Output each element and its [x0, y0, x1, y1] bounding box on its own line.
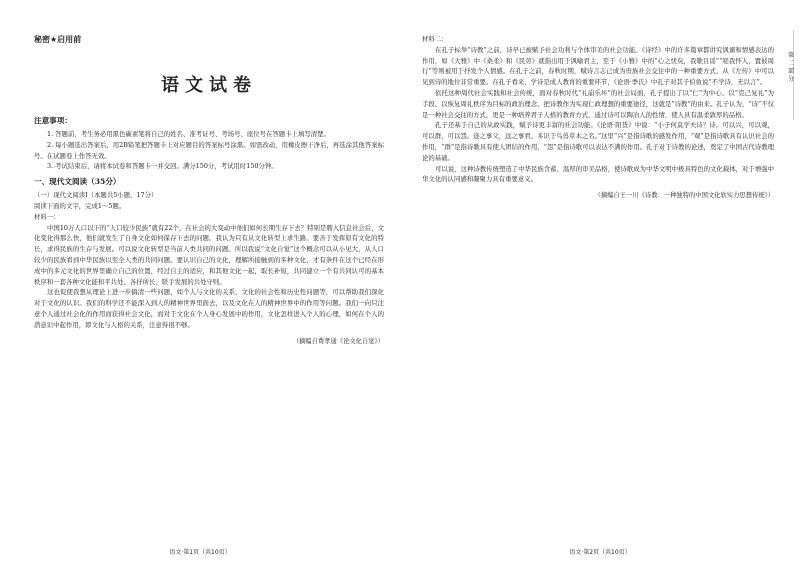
page-right [400, 0, 800, 566]
paragraph: 在孔子标举“诗教”之前，诗早已被赋予社会功利与个体审美的社会功能。《诗经》中的许多篇章都讲究讽谏和情感表达的作用，如《大雅》中《桑柔》和《民劳》就指出用于讽喻君主，至于《小雅》中的“心之忧矣，我歌且谣”“嗟我怀人，置彼周行”等则被用于抒发个人情感。在孔子之前，春秋时期，赋诗言志已成为贵族社会交往中的一种重要方式，从《左传》中可以见到诗的地位非常重要。在孔子看来，学诗是成人教育的重要环节，《论语·季氏》中孔子对其子伯鱼说“不学诗，无以言”。 [422, 45, 774, 87]
page-footer: 语文·第2页（共10页） [569, 549, 631, 556]
material-label: 材料一： [34, 212, 60, 221]
paragraph: 可以说，这种诗教传统塑造了中华民族含蓄、温厚的审美品格，使诗歌成为中华文明中极具特色的文化载体，对于增强中华文化的认同感和凝聚力具有重要意义。 [422, 164, 774, 184]
secret-label: 秘密★启用前 [34, 35, 82, 44]
material-label: 材料二： [422, 35, 448, 43]
instruction: 阅读下面的文字，完成1～5题。 [34, 201, 126, 210]
exam-title: 语文试卷 [161, 75, 257, 96]
notice-item: 3. 考试结束后，请将本试卷和答题卡一并交回。满分150分，考试用时150分钟。 [47, 162, 278, 171]
section-heading: 一、现代文阅读（35分） [34, 177, 121, 187]
paragraph: 中国10万人口以下的“人口较少民族”就有22个，在社会的大变动中他们如何长期生存下去？特别是聘入信息社会后，文化变化得那么快，他们就发生了自身文化如何保存下去的问题。我认为只有从文化转型上求生路。要善于发挥原有文化的特长，求得民族的生存与发展。可以说文化转型是当前人类共同的问题。所以我说“文化自觉”这个概念可以从小见大，从人口较少的民族看到中华民族以至全人类的共同问题。要认识自己的文化，理解所接触到的多种文化，才有条件在这个已经在形成中的多元文化的世界里确立自己的位置，经过自主的适应，和其他文化一起，取长补短，共同建立一个有共同认可的基本秩序和一套各种文化能和平共处、各抒所长、联手发展的共处守则。 [34, 223, 384, 286]
source-credit: （摘编自费孝通《论文化自觉》） [292, 337, 384, 345]
paragraph: 孔子还基于自己的从政实践，赋予诗更丰富的社会功能。《论语·阳货》中说：“小子何莫学夫诗？诗，可以兴，可以观，可以群，可以怨。迩之事父，远之事君。多识于鸟兽草木之名。”这里“兴”是指诗歌的感发作用，“观”是指诗歌具有认识社会的作用，“群”是指诗歌具有使人团结的作用，“怨”是指诗歌可以表达不满的作用。孔子对于诗教的论述，奠定了中国古代诗教理论的基础。 [422, 121, 774, 162]
source-credit: （摘编自王一川《诗教：一种独特的中国文化软实力思想传统》） [594, 192, 774, 200]
subsection-heading: （一）现代文阅读Ⅰ（本题共5小题，17分） [34, 191, 158, 200]
notice-item: 2. 每小题选出答案后，用2B铅笔把答题卡上对应题目的答案标号涂黑。如需改动，用橡皮擦干净后，再选涂其他答案标号。在试题卷上作答无效。 [34, 140, 384, 160]
notice-heading: 注意事项： [34, 116, 72, 125]
paragraph: 依托这种周代社会实践和社会传统，面对春秋时代“礼崩乐坏”的社会局面，孔子提出了以“仁”为中心、以“克己复礼”为手段、以恢复周礼秩序为目标的政治理念，把诗教作为实现仁政理想的重要途径，这就是“诗教”的由来。孔子认为，“诗”不仅是一种社会交往的方式，更是一种培养君子人格的教育方式，通过诗可以陶冶人的性情，使人具有温柔敦厚的品格。 [422, 88, 774, 119]
paragraph: 这也促使我想从理论上进一步搞清一些问题，如个人与文化的关系，文化的社会性和历史性问题等，可以帮助我们深化对于文化的认识。我们的科学还不能深入到人的精神世界里面去，以及文化在人的精神世界中的作用等问题。我们一向只注意个人通过社会化的作用而获得社会文化，而对于文化在个人身心发展中的作用，文化怎样进入个人的心理，如何在个人的潜意识中起作用，即文化与人格的关系，注意得很不够。 [34, 288, 384, 329]
page-footer: 语文·第1页（共10页） [169, 549, 231, 556]
side-tab: 第二部分 [788, 52, 795, 83]
notice-item: 1. 答题前，考生务必用黑色碳素笔将自己的姓名、准考证号、考场号、座位号在答题卡上填写清楚。 [47, 130, 330, 138]
